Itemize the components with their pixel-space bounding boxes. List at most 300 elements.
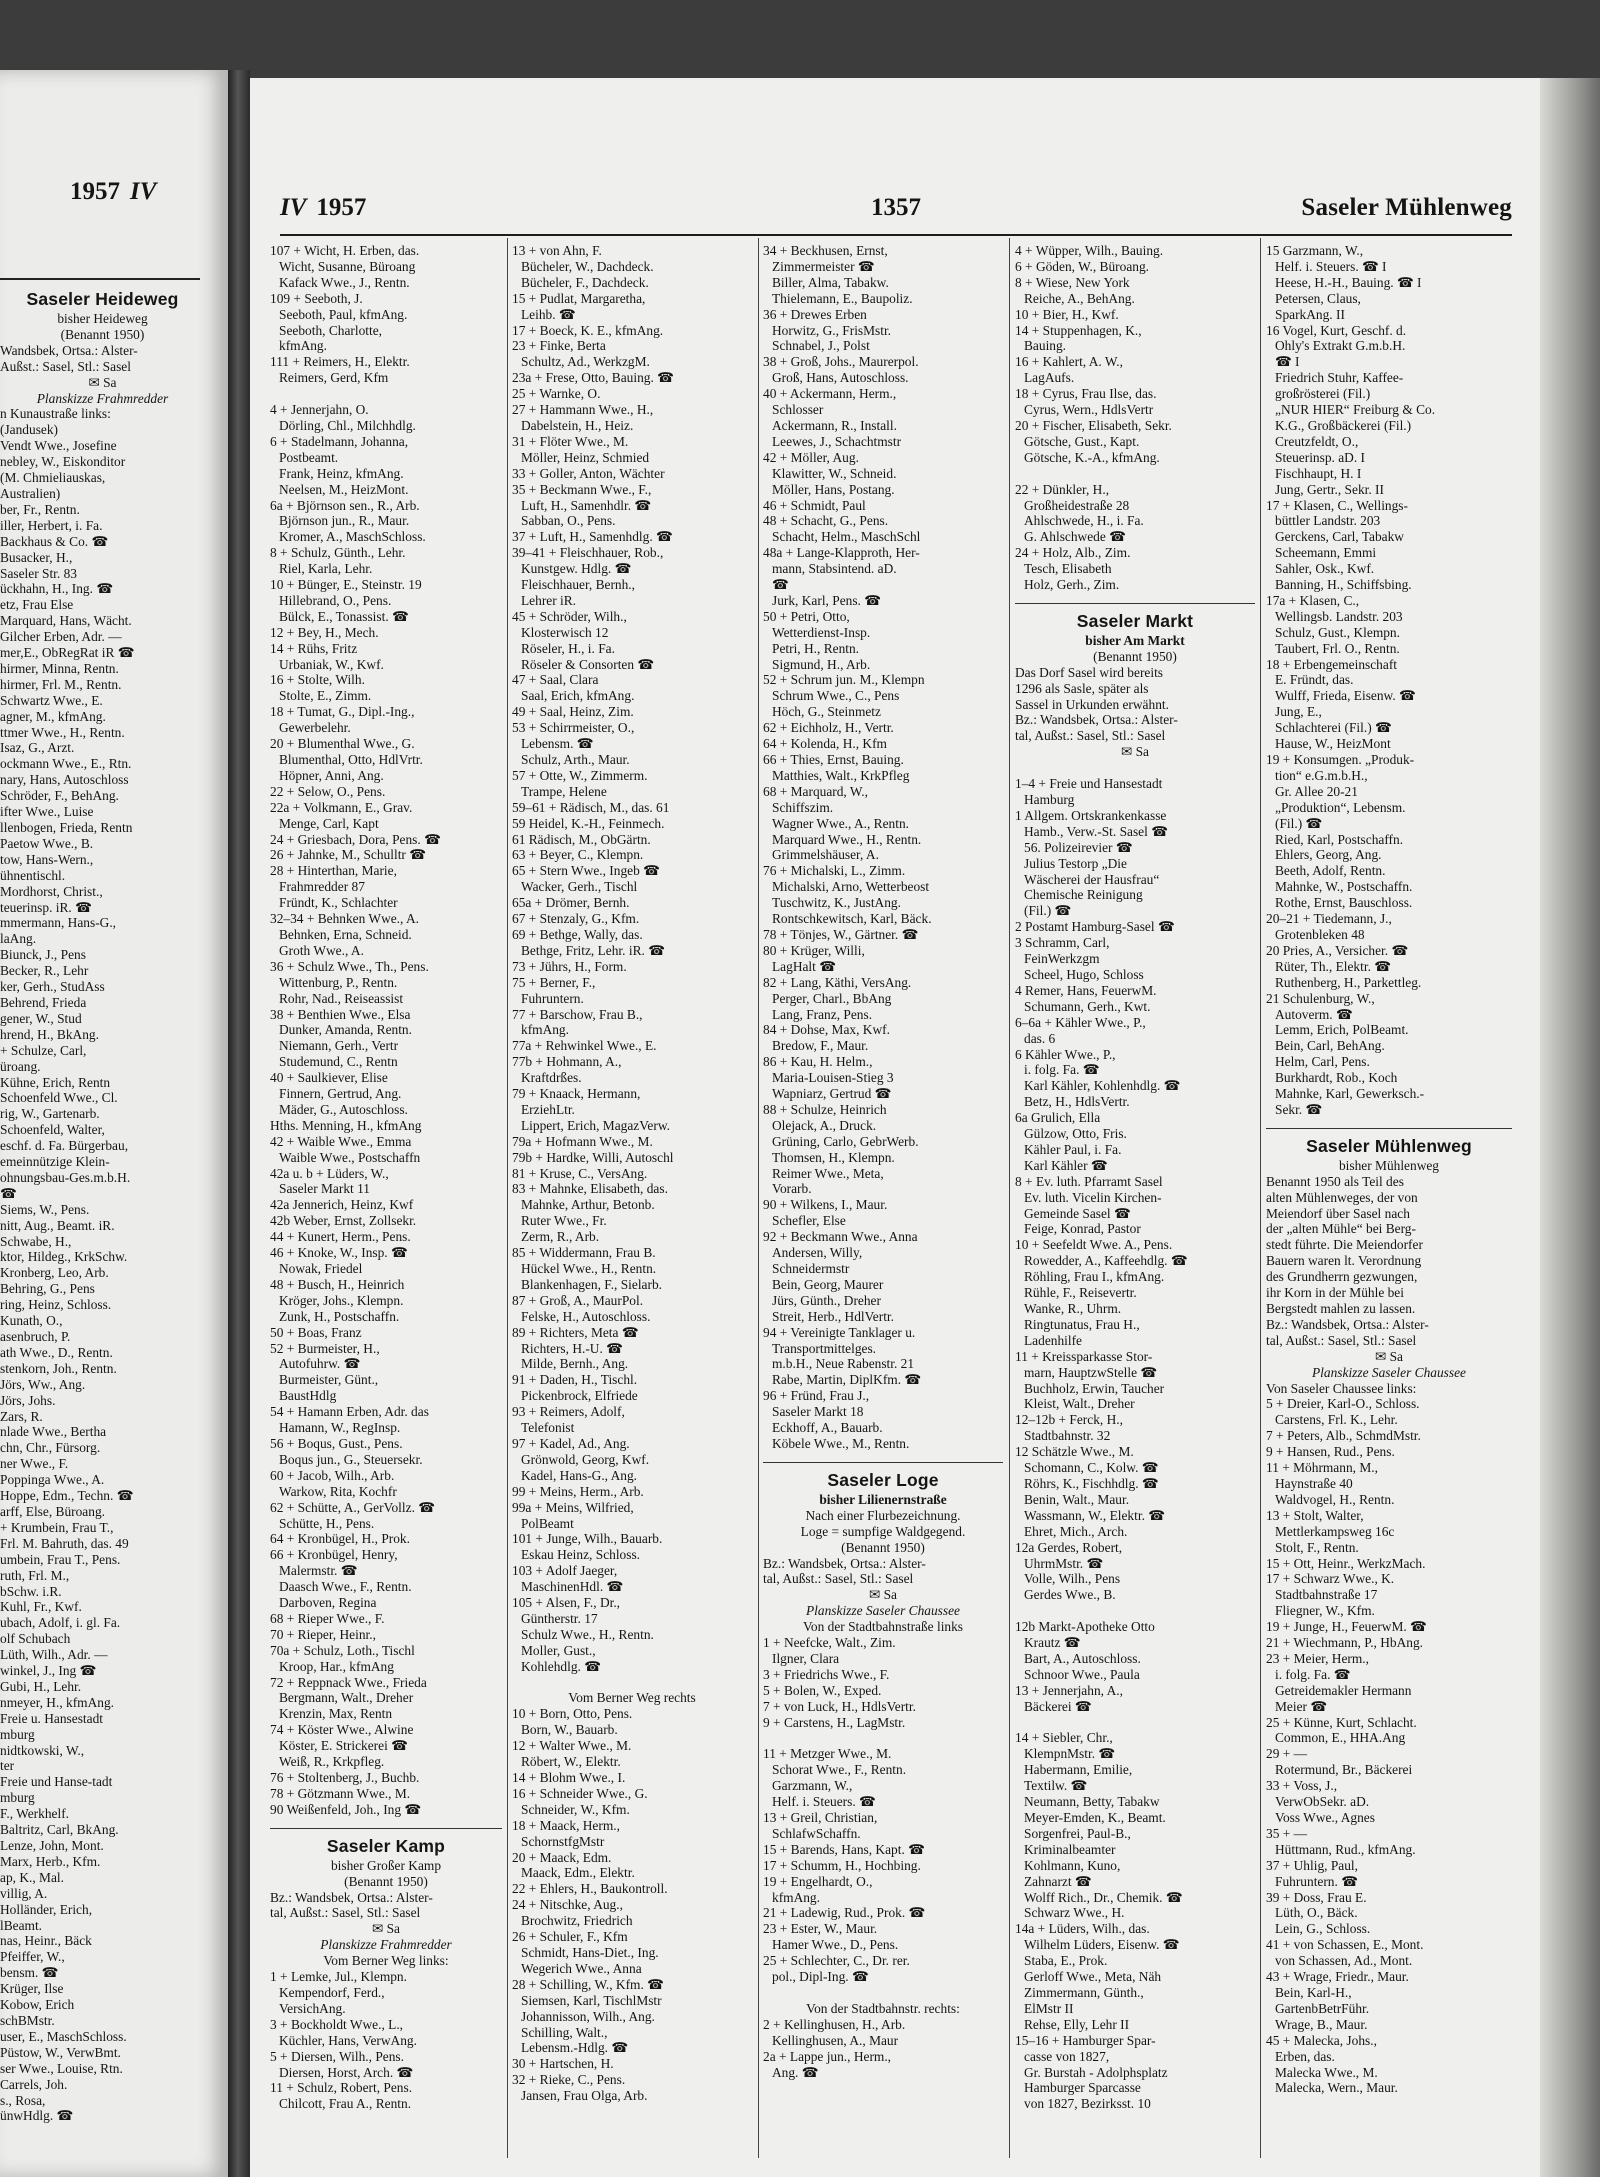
directory-entry: 1296 als Sasle, später als — [1015, 680, 1149, 696]
directory-entry: 10 + Bier, H., Kwf. — [1015, 306, 1119, 322]
directory-entry: Bredow, F., Maur. — [772, 1038, 869, 1054]
directory-entry: Leewes, J., Schachtmstr — [772, 433, 902, 449]
directory-entry: Zahnarzt ☎ — [1024, 1873, 1092, 1889]
directory-entry: llenbogen, Frieda, Rentn — [0, 820, 133, 835]
directory-entry: ring, Heinz, Schloss. — [0, 1297, 112, 1313]
directory-entry: Gemeinde Sasel ☎ — [1024, 1205, 1131, 1221]
directory-entry: 32 + Rieke, C., Pens. — [512, 2072, 626, 2088]
directory-entry: Reimer Wwe., Meta, — [772, 1165, 884, 1181]
directory-entry: 66 + Kronbügel, Henry, — [270, 1547, 398, 1563]
directory-entry: 87 + Groß, A., MaurPol. — [512, 1292, 644, 1308]
directory-entry: (M. Chmieliauskas, — [0, 470, 106, 486]
directory-entry: Rothe, Ernst, Bauschloss. — [1275, 895, 1413, 911]
directory-entry: Saseler Str. 83 — [0, 565, 77, 581]
directory-entry: Staba, E., Prok. — [1024, 1953, 1108, 1969]
page-number: 1357 — [871, 194, 921, 221]
directory-entry: Benannt 1950 als Teil des — [1266, 1173, 1404, 1189]
directory-entry: Wrage, B., Maur. — [1275, 2016, 1368, 2032]
directory-entry: Helf. i. Steuers. ☎ — [772, 1794, 876, 1810]
directory-entry: 12 + Bey, H., Mech. — [270, 624, 379, 640]
directory-entry: Ruter Wwe., Fr. — [521, 1213, 607, 1229]
directory-entry: 76 + Stoltenberg, J., Buchb. — [270, 1770, 420, 1785]
map-reference: Planskizze Frahmredder — [320, 1937, 452, 1953]
street-info: (Benannt 1950) — [344, 1873, 428, 1889]
street-info: ✉ Sa — [1375, 1348, 1403, 1364]
directory-entry: 37 + Uhlig, Paul, — [1266, 1857, 1358, 1873]
directory-entry: Behring, G., Pens — [0, 1281, 95, 1297]
street-info: bisher Lilienernstraße — [819, 1491, 947, 1507]
directory-entry: 48 + Busch, H., Heinrich — [270, 1276, 405, 1292]
directory-entry: Kähler Paul, i. Fa. — [1024, 1141, 1122, 1157]
directory-entry: Schwabe, H., — [0, 1233, 72, 1249]
directory-entry: 75 + Berner, F., — [512, 974, 596, 990]
directory-entry: Lenze, John, Mont. — [0, 1838, 104, 1853]
directory-entry: Kobow, Erich — [0, 1997, 75, 2013]
directory-entry: user, E., MaschSchloss. — [0, 2028, 127, 2044]
directory-entry: 70 + Rieper, Heinr., — [270, 1626, 376, 1642]
directory-entry: Gilcher Erben, Adr. — — [0, 629, 122, 645]
left-page-header — [70, 178, 156, 206]
directory-entry: Tuschwitz, K., JustAng. — [772, 895, 901, 911]
directory-entry: nmeyer, H., kfmAng. — [0, 1694, 115, 1710]
directory-entry: Schütte, H., Pens. — [279, 1515, 375, 1531]
directory-entry: Studemund, C., Rentn — [279, 1054, 398, 1070]
directory-entry: 19 + Junge, H., FeuerwM. ☎ — [1266, 1619, 1427, 1635]
directory-entry: 14 + Blohm Wwe., I. — [512, 1770, 626, 1785]
directory-entry: Möller, Hans, Postang. — [772, 481, 895, 497]
directory-entry: Bz.: Wandsbek, Ortsa.: Alster- — [1266, 1316, 1429, 1332]
street-heading: Saseler Heideweg — [26, 289, 179, 309]
directory-entry: Krenzin, Max, Rentn — [279, 1706, 393, 1722]
directory-entry — [270, 386, 502, 402]
directory-entry: Boqus jun., G., Steuersekr. — [279, 1451, 423, 1467]
directory-entry: ser Wwe., Louise, Rtn. — [0, 2060, 123, 2076]
directory-entry: Rühle, F., Reisevertr. — [1024, 1285, 1137, 1301]
directory-entry: MaschinenHdl. ☎ — [521, 1579, 624, 1595]
directory-entry: 14 + Rühs, Fritz — [270, 640, 358, 656]
directory-entry: asenbruch, P. — [0, 1329, 71, 1344]
directory-entry: Grüning, Carlo, GebrWerb. — [772, 1133, 919, 1149]
directory-entry: Gr. Burstah - Adolphsplatz — [1024, 2064, 1168, 2080]
directory-entry: 53 + Schirrmeister, O., — [512, 720, 635, 736]
directory-entry: KlempnMstr. ☎ — [1024, 1746, 1116, 1762]
directory-entry: 1 + Lemke, Jul., Klempn. — [270, 1969, 407, 1985]
map-reference: Planskizze Saseler Chaussee — [1312, 1364, 1466, 1380]
directory-entry: 6 + Göden, W., Büroang. — [1015, 258, 1150, 274]
header-roman: IV — [280, 194, 307, 221]
directory-entry: Bauing. — [1024, 338, 1067, 354]
directory-entry: 79b + Hardke, Willi, Autoschl — [512, 1149, 674, 1165]
directory-entry: Perger, Charl., BbAng — [772, 990, 892, 1006]
directory-entry: 65a + Drömer, Bernh. — [512, 895, 630, 911]
directory-entry: nas, Heinr., Bäck — [0, 1933, 92, 1949]
directory-entry: Schlachterei (Fil.) ☎ — [1275, 720, 1392, 736]
directory-entry: Jung, Gertr., Sekr. II — [1275, 481, 1384, 497]
directory-entry: 78 + Götzmann Wwe., M. — [270, 1785, 411, 1801]
directory-entry: Postbeamt. — [279, 449, 339, 465]
directory-entry: Malecka Wwe., M. — [1275, 2064, 1378, 2080]
directory-entry: chn, Chr., Fürsorg. — [0, 1440, 101, 1456]
directory-entry: Saseler Markt 18 — [772, 1404, 864, 1420]
directory-entry: Kromer, A., MaschSchloss. — [279, 529, 426, 545]
directory-entry: Wilhelm Lüders, Eisenw. ☎ — [1024, 1937, 1180, 1953]
directory-entry: nebley, W., Eiskonditor — [0, 454, 126, 470]
directory-entry: ktor, Hildeg., KrkSchw. — [0, 1249, 128, 1265]
directory-entry: 4 + Jennerjahn, O. — [270, 402, 369, 418]
directory-entry: Rüter, Th., Elektr. ☎ — [1275, 958, 1391, 974]
directory-entry: 12 + Walter Wwe., M. — [512, 1738, 632, 1754]
street-info: ✉ Sa — [372, 1921, 400, 1937]
directory-entry: 4 + Wüpper, Wilh., Bauing. — [1015, 243, 1164, 258]
directory-column-3 — [763, 243, 1003, 2168]
directory-entry: Wandsbek, Ortsa.: Alster- — [0, 342, 138, 358]
directory-entry: Schultz, Ad., WerkzgM. — [521, 354, 650, 370]
directory-entry: Jansen, Frau Olga, Arb. — [521, 2088, 648, 2104]
directory-entry: 5 + Dreier, Karl-O., Schloss. — [1266, 1396, 1420, 1412]
directory-entry: 48 + Schacht, G., Pens. — [763, 513, 889, 529]
directory-entry: Jürs, Günth., Dreher — [772, 1292, 881, 1308]
directory-entry: 23 + Meier, Herm., — [1266, 1650, 1369, 1666]
directory-entry: Grotenbleken 48 — [1275, 926, 1365, 942]
directory-entry: Brochwitz, Friedrich — [521, 1913, 633, 1929]
directory-entry: 17 + Boeck, K. E., kfmAng. — [512, 322, 664, 338]
directory-entry: Bein, Karl-H., — [1275, 1984, 1352, 2000]
directory-entry: Bauern waren lt. Verordnung — [1266, 1253, 1422, 1269]
directory-entry: Riel, Karla, Lehr. — [279, 561, 373, 577]
directory-entry: „Produktion“, Lebensm. — [1275, 799, 1406, 815]
directory-entry: Kleist, Walt., Dreher — [1024, 1396, 1135, 1412]
directory-entry: Moller, Gust., — [521, 1642, 596, 1658]
directory-entry: 45 + Schröder, Wilh., — [512, 608, 627, 624]
directory-entry: 60 + Jacob, Wilh., Arb. — [270, 1467, 395, 1483]
directory-entry: Klawitter, W., Schneid. — [772, 465, 897, 481]
directory-entry: Wanke, R., Uhrm. — [1024, 1301, 1122, 1316]
directory-entry: Schefler, Else — [772, 1213, 846, 1229]
directory-entry: Sigmund, H., Arb. — [772, 656, 871, 672]
directory-entry: 61 Rädisch, M., ObGärtn. — [512, 831, 651, 847]
directory-entry: Felske, H., Autoschloss. — [521, 1308, 651, 1324]
directory-entry: Kadel, Hans-G., Ang. — [521, 1467, 638, 1483]
directory-entry: Dunker, Amanda, Rentn. — [279, 1022, 412, 1038]
directory-entry: (Fil.) ☎ — [1275, 815, 1323, 831]
directory-entry: Malermstr. ☎ — [279, 1563, 358, 1579]
street-info: (Benannt 1950) — [841, 1539, 925, 1555]
directory-entry: Eskau Heinz, Schloss. — [521, 1547, 641, 1563]
directory-entry: Burkhardt, Rob., Koch — [1275, 1070, 1398, 1086]
directory-entry: 16 Vogel, Kurt, Geschf. d. — [1266, 322, 1407, 338]
directory-entry: Pfeiffer, W., — [0, 1949, 65, 1965]
directory-entry: 4 Remer, Hans, FeuerwM. — [1015, 982, 1157, 998]
directory-entry: 78 + Tönjes, W., Gärtner. ☎ — [763, 926, 919, 942]
directory-entry: ker, Gerh., StudAss — [0, 979, 105, 995]
directory-entry: 25 + Schlechter, C., Dr. rer. — [763, 1953, 910, 1969]
directory-entry: Zimmermann, Günth., — [1024, 1984, 1144, 2000]
directory-entry: Schneider, W., Kfm. — [521, 1801, 630, 1817]
directory-entry: Stadtbahnstr. 32 — [1024, 1428, 1111, 1444]
directory-entry: 35 + Beckmann Wwe., F., — [512, 481, 652, 497]
left-page-year: 1957 — [70, 178, 120, 205]
directory-entry: Saal, Erich, kfmAng. — [521, 688, 635, 704]
directory-entry: Behnken, Erna, Schneid. — [279, 926, 412, 942]
directory-entry: 13 + Greil, Christian, — [763, 1810, 878, 1825]
page-header — [280, 194, 1512, 232]
directory-entry: 90 + Wilkens, I., Maur. — [763, 1197, 888, 1213]
directory-entry: Götsche, Gust., Kapt. — [1024, 433, 1140, 449]
directory-entry: 38 + Groß, Johs., Maurerpol. — [763, 354, 919, 370]
directory-entry: 97 + Kadel, Ad., Ang. — [512, 1435, 630, 1451]
directory-entry: 6 Kähler Wwe., P., — [1015, 1046, 1116, 1062]
map-reference: Planskizze Frahmredder — [36, 390, 169, 406]
directory-entry: üroang. — [0, 1058, 41, 1074]
directory-entry: 30 + Hartschen, H. — [512, 2056, 614, 2072]
directory-entry: Hamburg — [1024, 792, 1075, 807]
directory-entry: ber, Fr., Rentn. — [0, 501, 80, 517]
directory-entry: Krautz ☎ — [1024, 1635, 1081, 1651]
directory-entry: bensm. ☎ — [0, 1965, 59, 1981]
directory-entry: Volle, Wilh., Pens — [1024, 1571, 1121, 1587]
directory-entry: Leihb. ☎ — [521, 306, 576, 322]
directory-entry: Röhling, Frau I., kfmAng. — [1024, 1269, 1165, 1285]
directory-entry: 17 + Schwarz Wwe., K. — [1266, 1571, 1395, 1587]
directory-entry: Carrels, Joh. — [0, 2076, 68, 2092]
directory-entry: Bz.: Wandsbek, Ortsa.: Alster- — [1015, 712, 1178, 728]
directory-entry: n Kunaustraße links: — [0, 406, 111, 422]
directory-entry: ☎ I — [1275, 354, 1300, 370]
directory-entry: Jörs, Ww., Ang. — [0, 1376, 86, 1392]
directory-entry: Weiß, R., Krkpfleg. — [279, 1754, 385, 1770]
directory-entry: 15 + Pudlat, Margaretha, — [512, 290, 646, 306]
left-page-rule — [0, 278, 200, 280]
directory-entry: i. folg. Fa. ☎ — [1275, 1666, 1351, 1682]
directory-entry: Julius Testorp „Die — [1024, 855, 1127, 871]
directory-entry: lBeamt. — [0, 1917, 43, 1933]
directory-entry: 6 + Stadelmann, Johanna, — [270, 433, 409, 449]
directory-entry: + Krumbein, Frau T., — [0, 1519, 114, 1535]
map-reference: Planskizze Saseler Chaussee — [806, 1603, 960, 1619]
directory-entry: 99 + Meins, Herm., Arb. — [512, 1483, 644, 1499]
directory-entry: Banning, H., Schiffsbing. — [1275, 577, 1412, 593]
street-info: bisher Am Markt — [1085, 632, 1185, 648]
directory-entry: Petersen, Claus, — [1275, 290, 1361, 306]
directory-entry: Karl Kähler, Kohlenhdlg. ☎ — [1024, 1078, 1181, 1094]
directory-entry: Backhaus & Co. ☎ — [0, 533, 109, 549]
directory-entry: großrösterei (Fil.) — [1275, 386, 1371, 402]
directory-entry: 36 + Drewes Erben — [763, 306, 867, 322]
directory-entry: Schnabel, J., Polst — [772, 338, 870, 354]
directory-entry: 42a Jennerich, Heinz, Kwf — [270, 1197, 414, 1213]
directory-entry: Bz.: Wandsbek, Ortsa.: Alster- — [763, 1555, 926, 1571]
directory-entry: Ruthenberg, H., Parkettleg. — [1275, 974, 1422, 990]
directory-entry: Klosterwisch 12 — [521, 624, 609, 640]
directory-entry: Sekr. ☎ — [1275, 1101, 1323, 1117]
directory-entry: 47 + Saal, Clara — [512, 672, 599, 688]
directory-entry: 1–4 + Freie und Hansestadt — [1015, 776, 1163, 792]
directory-entry: 27 + Hammann Wwe., H., — [512, 402, 654, 418]
directory-entry: Erben, das. — [1275, 2048, 1335, 2064]
directory-entry: Lein, G., Schloss. — [1275, 1921, 1371, 1937]
directory-entry: 2 Postamt Hamburg-Sasel ☎ — [1015, 919, 1175, 935]
directory-entry: BaustHdlg — [279, 1388, 337, 1404]
directory-entry: 20 + Fischer, Elisabeth, Sekr. — [1015, 417, 1172, 433]
directory-entry: 62 + Schütte, A., GerVollz. ☎ — [270, 1499, 435, 1515]
directory-entry: Carstens, Frl. K., Lehr. — [1275, 1412, 1398, 1428]
directory-entry: tal, Außst.: Sasel, Stl.: Sasel — [1015, 728, 1166, 744]
directory-entry: 22a + Volkmann, E., Grav. — [270, 799, 413, 815]
street-info: Nach einer Flurbezeichnung. — [805, 1507, 961, 1523]
directory-entry: Hamburger Sparcasse — [1024, 2080, 1141, 2096]
directory-entry: 12a Gerdes, Robert, — [1015, 1539, 1123, 1555]
directory-entry: 56 + Boqus, Gust., Pens. — [270, 1435, 403, 1451]
directory-entry: Michalski, Arno, Wetterbeost — [772, 879, 930, 895]
left-page-column — [0, 288, 205, 2177]
directory-entry: 42 + Waible Wwe., Emma — [270, 1133, 412, 1149]
directory-entry: ath Wwe., D., Rentn. — [0, 1344, 113, 1360]
directory-entry: Becker, R., Lehr — [0, 963, 89, 979]
directory-entry: Möller, Heinz, Schmied — [521, 449, 650, 465]
directory-entry: tion“ e.G.m.b.H., — [1275, 767, 1368, 783]
directory-column-5 — [1266, 243, 1512, 2168]
directory-entry: Röhrs, K., Fischhdlg. ☎ — [1024, 1475, 1159, 1491]
directory-entry: 14 + Stuppenhagen, K., — [1015, 322, 1142, 338]
directory-entry: Mahnke, Arthur, Betonb. — [521, 1197, 655, 1213]
directory-entry: 20 + Blumenthal Wwe., G. — [270, 736, 415, 752]
directory-entry: Gerloff Wwe., Meta, Näh — [1024, 1969, 1162, 1985]
directory-entry: Schoenfeld Wwe., Cl. — [0, 1090, 118, 1106]
directory-entry: Schumann, Gerh., Kwt. — [1024, 998, 1151, 1014]
directory-entry: Bäckerei ☎ — [1024, 1698, 1092, 1714]
directory-entry: Gerdes Wwe., B. — [1024, 1587, 1116, 1603]
directory-entry: 9 + Carstens, H., LagMstr. — [763, 1714, 906, 1730]
directory-entry: ünwHdlg. ☎ — [0, 2108, 74, 2124]
directory-entry: Australien) — [0, 485, 61, 501]
directory-entry: Vendt Wwe., Josefine — [0, 438, 117, 454]
directory-entry: Schorat Wwe., F., Rentn. — [772, 1762, 907, 1778]
directory-entry: GartenbBetrFühr. — [1275, 2000, 1370, 2016]
directory-entry: Bz.: Wandsbek, Ortsa.: Alster- — [270, 1889, 433, 1905]
directory-entry: 96 + Fründ, Frau J., — [763, 1388, 870, 1404]
directory-entry: 3 Schramm, Carl, — [1015, 935, 1110, 951]
directory-entry: 66 + Thies, Ernst, Bauing. — [763, 752, 904, 767]
directory-entry: 10 + Seefeldt Wwe. A., Pens. — [1015, 1237, 1173, 1253]
street-heading: Saseler Markt — [1015, 603, 1255, 633]
directory-entry: 22 + Selow, O., Pens. — [270, 783, 386, 799]
directory-entry: 68 + Rieper Wwe., F. — [270, 1610, 385, 1626]
directory-entry: kfmAng. — [279, 338, 327, 354]
directory-entry: Rohr, Nad., Reiseassist — [279, 990, 404, 1006]
directory-entry: Hillebrand, O., Pens. — [279, 592, 392, 608]
directory-entry: 83 + Mahnke, Elisabeth, das. — [512, 1181, 668, 1197]
directory-entry: Holländer, Erich, — [0, 1901, 93, 1917]
street-info: (Benannt 1950) — [60, 326, 145, 342]
directory-entry: agner, M., kfmAng. — [0, 708, 106, 724]
directory-entry: Chemische Reinigung — [1024, 887, 1143, 903]
directory-entry: 11 + Kreissparkasse Stor- — [1015, 1348, 1153, 1364]
street-info: (Benannt 1950) — [1093, 648, 1177, 664]
directory-entry: 11 + Metzger Wwe., M. — [763, 1746, 892, 1762]
directory-entry: Autoverm. ☎ — [1275, 1006, 1353, 1022]
directory-entry: 94 + Vereinigte Tanklager u. — [763, 1324, 916, 1340]
directory-entry: Wittenburg, P., Rentn. — [279, 974, 398, 990]
directory-entry: Haynstraße 40 — [1275, 1475, 1353, 1491]
directory-entry: tow, Hans-Wern., — [0, 851, 94, 867]
directory-entry: Sabban, O., Pens. — [521, 513, 616, 529]
directory-entry: Steuerinsp. aD. I — [1275, 449, 1365, 465]
directory-entry: Bart, A., Autoschloss. — [1024, 1650, 1141, 1666]
directory-entry: Fliegner, W., Kfm. — [1275, 1603, 1375, 1619]
directory-entry: ühnentischl. — [0, 867, 66, 883]
directory-entry: hirmer, Minna, Rentn. — [0, 660, 119, 676]
directory-entry: 1 Allgem. Ortskrankenkasse — [1015, 807, 1167, 823]
directory-entry: Bücheler, W., Dachdeck. — [521, 258, 654, 274]
directory-entry: teuerinsp. iR. ☎ — [0, 899, 92, 915]
directory-entry: Behrend, Frieda — [0, 994, 87, 1010]
directory-entry: 15 + Ott, Heinr., WerkzMach. — [1266, 1555, 1426, 1571]
header-street: Saseler Mühlenweg — [1301, 194, 1512, 221]
directory-entry: Lang, Franz, Pens. — [772, 1006, 873, 1022]
directory-entry: Schlosser — [772, 402, 824, 418]
directory-entry: Matthies, Walt., KrkPfleg — [772, 767, 910, 783]
directory-entry: hrend, H., BkAng. — [0, 1026, 99, 1042]
directory-entry: s., Rosa, — [0, 2092, 46, 2108]
directory-entry: Habermann, Emilie, — [1024, 1762, 1133, 1778]
left-page — [0, 70, 228, 2177]
directory-entry: rig, W., Gartenarb. — [0, 1106, 100, 1122]
directory-entry: Schmidt, Hans-Diet., Ing. — [521, 1944, 659, 1960]
directory-entry: 22 + Ehlers, H., Baukontroll. — [512, 1881, 668, 1897]
directory-entry: 14 + Siebler, Chr., — [1015, 1730, 1113, 1746]
directory-entry: Ringtunatus, Frau H., — [1024, 1316, 1140, 1332]
directory-entry: Das Dorf Sasel wird bereits — [1015, 664, 1164, 680]
directory-entry: Wäscherei der Hausfrau“ — [1024, 871, 1160, 887]
directory-entry: Kellinghusen, A., Maur — [772, 2032, 899, 2048]
directory-entry: 36 + Schulz Wwe., Th., Pens. — [270, 958, 429, 974]
directory-entry: Fischhaupt, H. I — [1275, 465, 1362, 481]
column-divider — [758, 238, 759, 2158]
directory-entry: UhrmMstr. ☎ — [1024, 1555, 1104, 1571]
directory-entry: 80 + Krüger, Willi, — [763, 942, 865, 958]
directory-entry: Sassel in Urkunden erwähnt. — [1015, 696, 1169, 712]
directory-entry: mann, Stabsintend. aD. — [772, 561, 897, 577]
directory-entry: Frank, Heinz, kfmAng. — [279, 465, 404, 481]
directory-entry: 77 + Barschow, Frau B., — [512, 1006, 643, 1022]
directory-entry: Kuhl, Fr., Kwf. — [0, 1599, 82, 1615]
directory-entry — [1015, 1603, 1255, 1619]
directory-entry: Autofuhrw. ☎ — [279, 1356, 361, 1372]
directory-entry: 8 + Ev. luth. Pfarramt Sasel — [1015, 1173, 1163, 1189]
page-edge — [1540, 78, 1600, 2177]
directory-entry: Benin, Walt., Maur. — [1024, 1491, 1130, 1507]
directory-entry: 38 + Benthien Wwe., Elsa — [270, 1006, 411, 1022]
directory-entry: Sahler, Osk., Kwf. — [1275, 561, 1375, 577]
directory-entry: Wapniarz, Gertrud ☎ — [772, 1086, 892, 1102]
directory-entry: Menge, Carl, Kapt — [279, 815, 379, 831]
directory-entry: 11 + Möhrmann, M., — [1266, 1460, 1378, 1476]
directory-entry: Waible Wwe., Postschaffn — [279, 1149, 421, 1165]
directory-entry: Kempendorf, Ferd., — [279, 1984, 385, 2000]
directory-entry: (Jandusek) — [0, 422, 59, 438]
directory-entry: 20 + Maack, Edm. — [512, 1849, 612, 1865]
directory-entry: mer,E., ObRegRat iR ☎ — [0, 645, 135, 661]
directory-entry: Malecka, Wern., Maur. — [1275, 2080, 1398, 2096]
directory-entry: Stadtbahnstraße 17 — [1275, 1587, 1378, 1603]
directory-entry: Kroop, Har., kfmAng — [279, 1658, 394, 1674]
directory-entry: Busacker, H., — [0, 549, 73, 565]
directory-entry: mburg — [0, 1726, 35, 1742]
directory-entry: etz, Frau Else — [0, 597, 74, 613]
directory-entry: Scheemann, Emmi — [1275, 545, 1377, 561]
directory-entry: Olejack, A., Druck. — [772, 1117, 877, 1133]
directory-entry: 26 + Schuler, F., Kfm — [512, 1929, 628, 1945]
